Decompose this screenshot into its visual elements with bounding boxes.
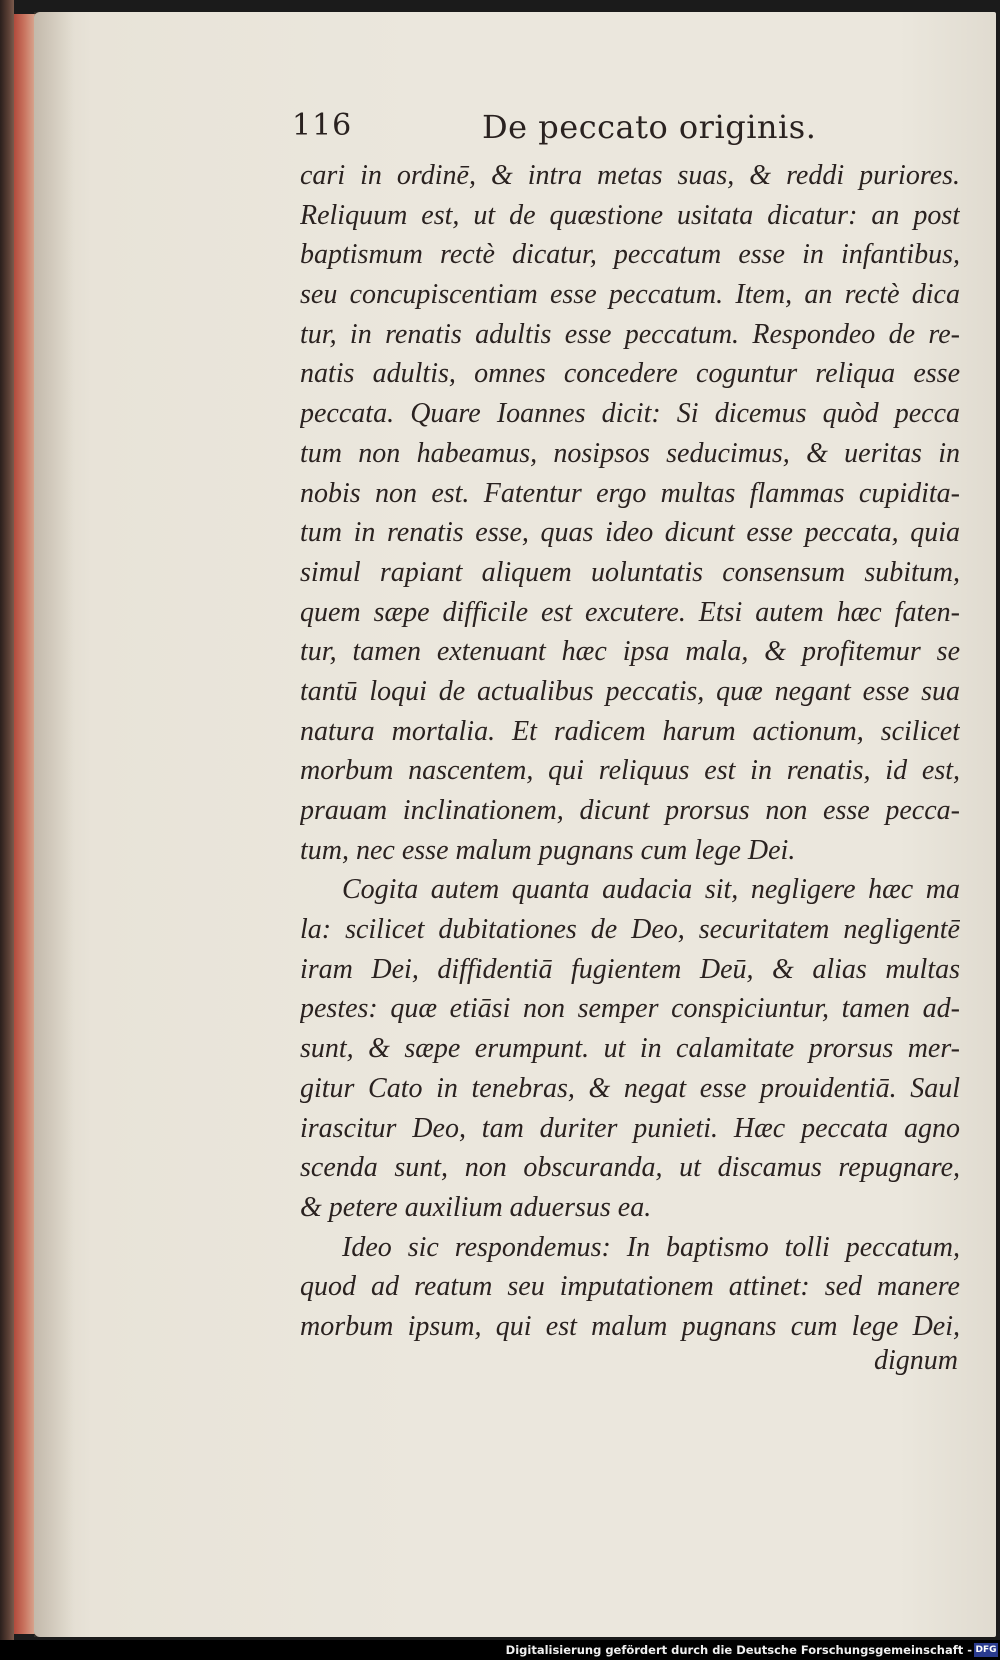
text-line: pestes: quæ etiāsi non semper conspiciuntur, tamen ad- xyxy=(300,993,960,1025)
body-text xyxy=(300,156,960,1347)
page-header xyxy=(292,108,972,154)
page-gutter-shadow xyxy=(34,12,74,1637)
text-line: & petere auxilium aduersus ea. xyxy=(300,1191,652,1223)
text-line: prauam inclinationem, dicunt prorsus non esse pecca- xyxy=(300,795,960,826)
text-line: tum in renatis esse, quas ideo dicunt esse peccata, quia xyxy=(300,517,960,549)
footer-bar xyxy=(0,1640,1000,1660)
text-line: tum non habeamus, nosipsos seducimus, & ueritas in xyxy=(300,437,960,469)
text-line: natura mortalia. Et radicem harum actionum, scilicet xyxy=(300,715,960,747)
page-number: 116 xyxy=(292,108,353,143)
text-line: tantū loqui de actualibus peccatis, quæ negant esse sua xyxy=(300,675,960,707)
text-line: tur, in renatis adultis esse peccatum. Respondeo de re- xyxy=(300,318,960,350)
text-line: scenda sunt, non obscuranda, ut discamus repugnare, xyxy=(300,1152,960,1184)
catchword: dignum xyxy=(874,1345,958,1376)
text-line: morbum ipsum, qui est malum pugnans cum lege Dei, xyxy=(300,1310,960,1342)
book-spine xyxy=(0,0,14,1640)
text-line: Cogita autem quanta audacia sit, negligere hæc ma xyxy=(342,874,960,906)
running-head: De peccato originis. xyxy=(482,108,817,146)
text-line: baptismum rectè dicatur, peccatum esse in infantibus, xyxy=(300,239,960,271)
text-line: quem sæpe difficile est excutere. Etsi autem hæc faten- xyxy=(300,596,960,628)
text-line: quod ad reatum seu imputationem attinet: sed manere xyxy=(300,1271,960,1303)
text-line: natis adultis, omnes concedere coguntur reliqua esse xyxy=(300,358,960,390)
text-line: peccata. Quare Ioannes dicit: Si dicemus quòd pecca xyxy=(300,398,960,430)
text-line: gitur Cato in tenebras, & negat esse prouidentiā. Saul xyxy=(300,1072,960,1104)
text-line: Reliquum est, ut de quæstione usitata dicatur: an post xyxy=(300,199,960,231)
text-line: seu concupiscentiam esse peccatum. Item, an rectè dica xyxy=(300,279,960,311)
text-line: cari in ordinē, & intra metas suas, & reddi puriores. xyxy=(300,160,960,191)
text-line: irascitur Deo, tam duriter punieti. Hæc peccata agno xyxy=(300,1112,960,1144)
text-line: iram Dei, diffidentiā fugientem Deū, & alias multas xyxy=(300,953,960,985)
text-line: sunt, & sæpe erumpunt. ut in calamitate prorsus mer- xyxy=(300,1033,960,1065)
text-line: simul rapiant aliquem uoluntatis consensum subitum, xyxy=(300,556,960,588)
text-line: la: scilicet dubitationes de Deo, securitatem negligentē xyxy=(300,914,960,946)
text-line: morbum nascentem, qui reliquus est in renatis, id est, xyxy=(300,755,960,787)
text-line: tum, nec esse malum pugnans cum lege Dei. xyxy=(300,834,796,866)
text-line: tur, tamen extenuant hæc ipsa mala, & profitemur se xyxy=(300,636,960,668)
dfg-logo: DFG xyxy=(975,1645,997,1655)
text-line: nobis non est. Fatentur ergo multas flammas cupidita- xyxy=(300,477,960,509)
text-line: Ideo sic respondemus: In baptismo tolli peccatum, xyxy=(342,1231,960,1263)
funding-credit: Digitalisierung gefördert durch die Deutsche Forschungsgemeinschaft - xyxy=(505,1643,972,1657)
